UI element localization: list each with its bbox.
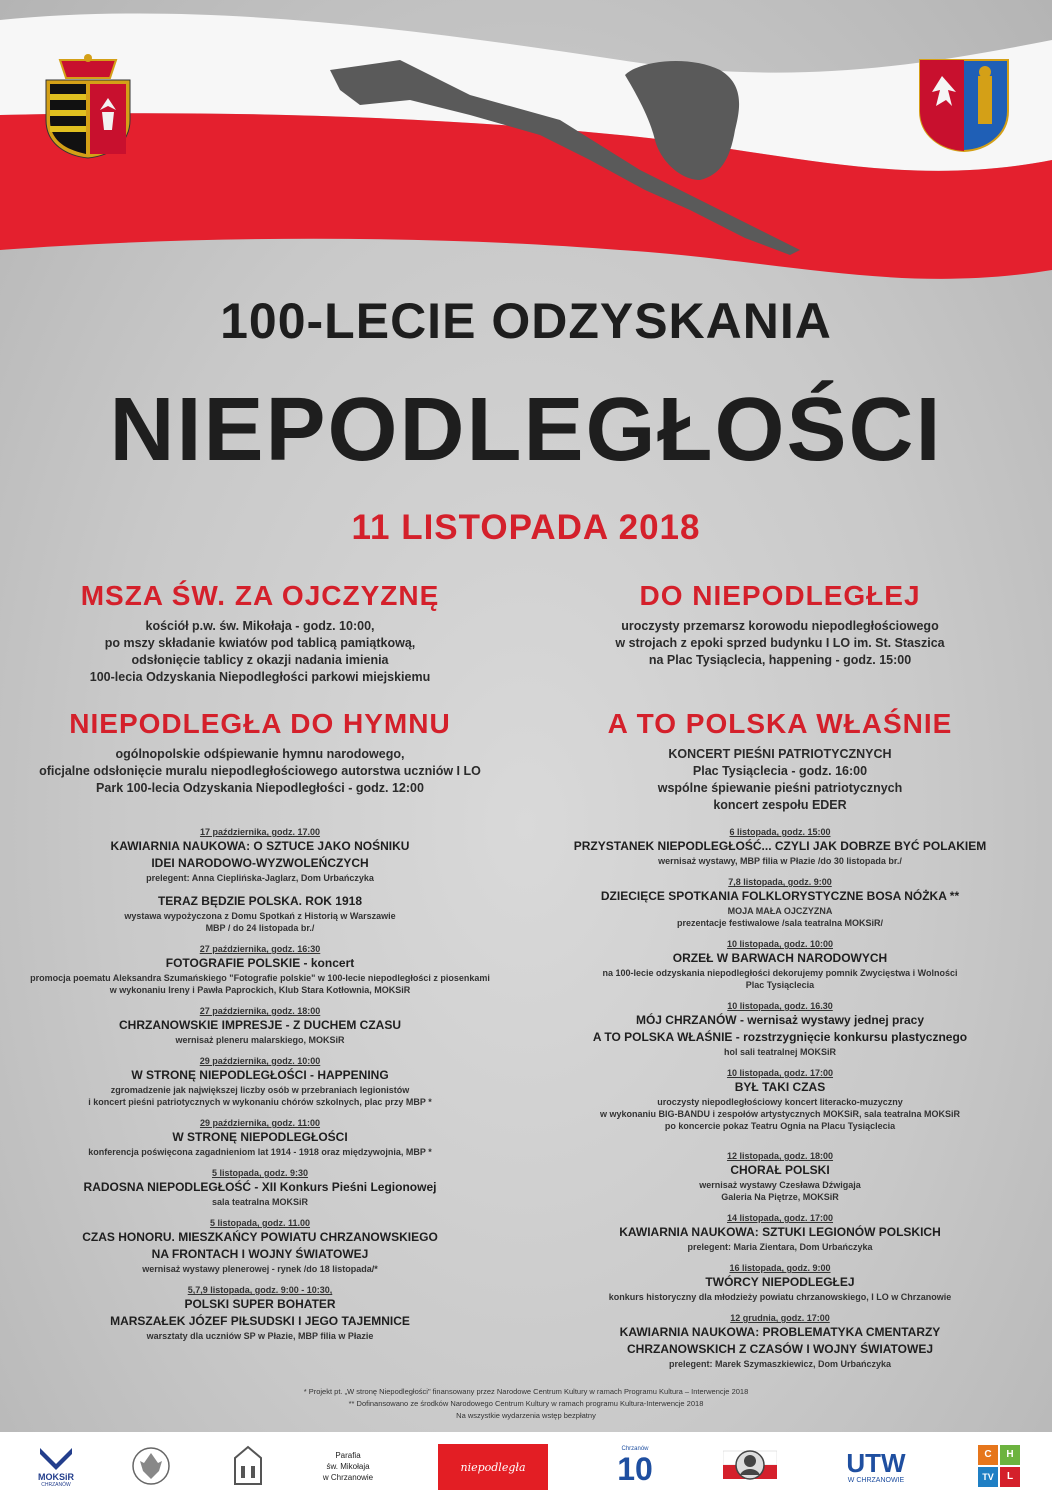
chrzanow-10-top: Chrzanów: [621, 1446, 649, 1452]
event-subtitle: uroczysty niepodległościowy koncert literacko-muzyczny: [657, 1097, 903, 1107]
portrait-flag-icon: [723, 1443, 777, 1489]
event-item: [10, 943, 510, 996]
event-item: [10, 826, 510, 884]
event-date-label: 27 października, godz. 18:00: [199, 1006, 321, 1016]
section-do-niepodleglej-line: w strojach z epoki sprzed budynku I LO im. St. Staszica: [615, 636, 945, 650]
event-date-label: 17 października, godz. 17.00: [199, 827, 321, 837]
event-item: [530, 826, 1030, 867]
event-title: RADOSNA NIEPODLEGŁOŚĆ - XII Konkurs Pieśni Legionowej: [83, 1180, 437, 1194]
event-title: ORZEŁ W BARWACH NARODOWYCH: [672, 951, 888, 965]
polish-flag-banner: [0, 0, 1052, 300]
section-msza-line: odsłonięcie tablicy z okazji nadania imienia: [131, 653, 389, 667]
event-item: [10, 1167, 510, 1208]
event-item: [530, 1067, 1030, 1132]
section-do-niepodleglej-line: uroczysty przemarsz korowodu niepodległościowego: [621, 619, 939, 633]
event-item: [10, 1284, 510, 1342]
moksir-logo-text: MOKSiR: [38, 1472, 74, 1482]
niepodlegla-logo-text: niepodległa: [460, 1460, 526, 1474]
event-item: [530, 938, 1030, 991]
events-left-column: [10, 826, 510, 1351]
event-subtitle: promocja poematu Aleksandra Szumańskiego "Fotografie polskie" w 100-lecie niepodległości z piosenkami: [30, 973, 490, 983]
event-title: FOTOGRAFIE POLSKIE - koncert: [165, 956, 355, 970]
event-subtitle: na 100-lecie odzyskania niepodległości dekorujemy pomnik Zwycięstwa i Wolności: [602, 968, 958, 978]
event-item: [10, 1217, 510, 1275]
parafia-line: Parafia: [335, 1450, 361, 1460]
event-subtitle: prelegent: Marek Szymaszkiewicz, Dom Urbańczyka: [668, 1359, 892, 1369]
event-title: TWÓRCY NIEPODLEGŁEJ: [705, 1275, 855, 1289]
event-date-label: 12 listopada, godz. 18:00: [726, 1151, 834, 1161]
event-date-label: 7,8 listopada, godz. 9:00: [728, 877, 832, 887]
section-msza-line: po mszy składanie kwiatów pod tablicą pamiątkową,: [104, 636, 416, 650]
event-subtitle: w wykonaniu BIG-BANDU i zespołów artystycznych MOKSiR, sala teatralna MOKSiR: [599, 1109, 961, 1119]
event-date-label: 16 listopada, godz. 9:00: [729, 1263, 831, 1273]
moksir-mark-icon: [38, 1444, 74, 1472]
event-title: A TO POLSKA WŁAŚNIE - rozstrzygnięcie konkursu plastycznego: [592, 1030, 968, 1044]
event-subtitle: Galeria Na Piętrze, MOKSiR: [721, 1192, 839, 1202]
section-polska-line: Plac Tysiąclecia - godz. 16:00: [692, 764, 868, 778]
event-date-label: 10 listopada, godz. 17:00: [726, 1068, 834, 1078]
events-right-column: [530, 826, 1030, 1379]
event-title: POLSKI SUPER BOHATER: [184, 1297, 336, 1311]
event-item: [10, 893, 510, 934]
section-polska: [560, 708, 1000, 814]
event-item: [530, 876, 1030, 929]
event-title: W STRONĘ NIEPODLEGŁOŚCI - HAPPENING: [131, 1068, 389, 1082]
footnote: ** Dofinansowano ze środków Narodowego Centrum Kultury w ramach programu Kultura-Interwencje 2018: [348, 1399, 704, 1408]
event-item: [530, 1312, 1030, 1370]
event-title: CHRZANOWSKICH Z CZASÓW I WOJNY ŚWIATOWEJ: [627, 1342, 933, 1356]
event-item: [10, 1005, 510, 1046]
chtvl-grid: [978, 1445, 1020, 1487]
event-date-label: 29 października, godz. 11:00: [199, 1118, 321, 1128]
niepodlegla-logo: [438, 1444, 548, 1490]
section-msza-line: kościół p.w. św. Mikołaja - godz. 10:00,: [145, 619, 375, 633]
event-subtitle: prelegent: Maria Zientara, Dom Urbańczyka: [687, 1242, 873, 1252]
event-subtitle: prezentacje festiwalowe /sala teatralna MOKSiR/: [676, 918, 884, 928]
event-subtitle: wernisaż wystawy, MBP filia w Płazie /do 30 listopada br./: [658, 856, 902, 866]
event-subtitle: prelegent: Anna Cieplińska-Jaglarz, Dom Urbańczyka: [146, 873, 374, 883]
event-subtitle: sala teatralna MOKSiR: [211, 1197, 309, 1207]
parafia-line: św. Mikołaja: [326, 1461, 370, 1471]
event-subtitle: Plac Tysiąclecia: [745, 980, 815, 990]
chtvl-cell: H: [1000, 1445, 1020, 1465]
utw-logo-text: UTW: [846, 1447, 906, 1478]
section-polska-line: wspólne śpiewanie pieśni patriotycznych: [657, 781, 903, 795]
section-hymn-line: oficjalne odsłonięcie muralu niepodległościowego autorstwa uczniów I LO: [39, 764, 481, 778]
chrzanow-10-logo: [606, 1440, 664, 1492]
event-title: KAWIARNIA NAUKOWA: SZTUKI LEGIONÓW POLSKICH: [619, 1225, 941, 1239]
event-subtitle: konkurs historyczny dla młodzieży powiatu chrzanowskiego, I LO w Chrzanowie: [608, 1292, 952, 1302]
section-hymn-line: ogólnopolskie odśpiewanie hymnu narodowego,: [115, 747, 405, 761]
event-title: NA FRONTACH I WOJNY ŚWIATOWEJ: [151, 1247, 369, 1261]
section-msza-heading: MSZA ŚW. ZA OJCZYZNĘ: [80, 580, 440, 611]
sponsor-logo-strip: [0, 1432, 1052, 1500]
event-item: [10, 1117, 510, 1158]
section-hymn-heading: NIEPODLEGŁA DO HYMNU: [69, 708, 451, 739]
event-date-label: 12 grudnia, godz. 17:00: [730, 1313, 830, 1323]
parafia-logo: [318, 1440, 378, 1492]
footnotes: [0, 1386, 1052, 1422]
footnote: * Projekt pt. „W stronę Niepodległości" finansowany przez Narodowe Centrum Kultury w ramach Programu Kultura – Interwencje 2018: [303, 1387, 749, 1396]
event-title: W STRONĘ NIEPODLEGŁOŚCI: [172, 1130, 348, 1144]
moksir-logo-subtext: CHRZANÓW: [41, 1482, 71, 1488]
event-item: [530, 1000, 1030, 1058]
event-date-label: 29 października, godz. 10:00: [199, 1056, 321, 1066]
chtvl-cell: L: [1000, 1467, 1020, 1487]
event-title: KAWIARNIA NAUKOWA: O SZTUCE JAKO NOŚNIKU: [110, 839, 410, 853]
chtvl-cell: TV: [978, 1467, 998, 1487]
event-item: [530, 1212, 1030, 1253]
event-date-label: 10 listopada, godz. 16.30: [727, 1001, 833, 1011]
event-subtitle: wernisaż wystawy Czesława Dźwigaja: [699, 1180, 861, 1190]
event-subtitle: po koncercie pokaz Teatru Ognia na Placu Tysiąclecia: [664, 1121, 896, 1131]
event-title: MÓJ CHRZANÓW - wernisaż wystawy jednej pracy: [635, 1013, 925, 1027]
event-title: CHRZANOWSKIE IMPRESJE - Z DUCHEM CZASU: [118, 1018, 401, 1032]
section-msza: [40, 580, 480, 686]
chtvl-cell: C: [978, 1445, 998, 1465]
event-subtitle: MOJA MAŁA OJCZYZNA: [727, 906, 833, 916]
section-do-niepodleglej: [560, 580, 1000, 669]
event-date: 11 LISTOPADA 2018: [351, 508, 701, 547]
event-date-label: 10 listopada, godz. 10:00: [726, 939, 834, 949]
event-subtitle: zgromadzenie jak największej liczby osób w przebraniach legionistów: [110, 1085, 410, 1095]
event-subtitle: wernisaż wystawy plenerowej - rynek /do 18 listopada/*: [142, 1264, 378, 1274]
event-subtitle: konferencja poświęcona zagadnieniom lat 1914 - 1918 oraz międzywojnia, MBP *: [88, 1147, 432, 1157]
section-hymn-line: Park 100-lecia Odzyskania Niepodległości - godz. 12:00: [96, 781, 424, 795]
event-title: MARSZAŁEK JÓZEF PIŁSUDSKI I JEGO TAJEMNICE: [110, 1314, 410, 1328]
event-date-label: 14 listopada, godz. 17:00: [726, 1213, 834, 1223]
event-date-label: 5 listopada, godz. 11.00: [209, 1218, 311, 1228]
section-polska-line: koncert zespołu EDER: [713, 798, 847, 812]
section-polska-heading: A TO POLSKA WŁAŚNIE: [607, 708, 953, 739]
house-logo: [228, 1440, 268, 1492]
event-date-label: 5,7,9 listopada, godz. 9:00 - 10:30,: [187, 1285, 333, 1295]
event-subtitle: MBP / do 24 listopada br./: [205, 923, 315, 933]
event-subtitle: warsztaty dla uczniów SP w Płazie, MBP filia w Płazie: [146, 1331, 374, 1341]
event-title: CZAS HONORU. MIESZKAŃCY POWIATU CHRZANOWSKIEGO: [82, 1230, 438, 1244]
event-item: [530, 1262, 1030, 1303]
section-do-niepodleglej-line: na Plac Tysiąclecia, happening - godz. 15:00: [648, 653, 912, 667]
event-title: PRZYSTANEK NIEPODLEGŁOŚĆ... CZYLI JAK DOBRZE BYĆ POLAKIEM: [573, 839, 987, 853]
event-title: TERAZ BĘDZIE POLSKA. ROK 1918: [157, 894, 363, 908]
eagle-crest-icon: [130, 1445, 172, 1487]
chtvl-logo: [976, 1440, 1022, 1492]
museum-crest-logo: [128, 1440, 174, 1492]
event-subtitle: wernisaż pleneru malarskiego, MOKSiR: [175, 1035, 345, 1045]
utw-logo-subtext: W CHRZANOWIE: [847, 1476, 905, 1484]
section-msza-line: 100-lecia Odzyskania Niepodległości parkowi miejskiemu: [89, 670, 431, 684]
section-hymn: [20, 708, 500, 797]
event-date-label: 27 października, godz. 16:30: [199, 944, 321, 954]
title-line2: NIEPODLEGŁOŚCI: [109, 380, 943, 480]
event-title: KAWIARNIA NAUKOWA: PROBLEMATYKA CMENTARZY: [619, 1325, 941, 1339]
event-subtitle: i koncert pieśni patriotycznych w wykonaniu chórów szkolnych, plac przy MBP *: [88, 1097, 432, 1107]
moksir-logo: [28, 1440, 84, 1492]
section-polska-line: KONCERT PIEŚNI PATRIOTYCZNYCH: [668, 747, 892, 761]
event-subtitle: w wykonaniu Ireny i Pawła Paprockich, Klub Stara Kotłownia, MOKSiR: [109, 985, 411, 995]
pilsudski-portrait-logo: [722, 1440, 778, 1492]
event-item: [10, 1055, 510, 1108]
utw-logo: [838, 1440, 914, 1492]
event-title: DZIECIĘCE SPOTKANIA FOLKLORYSTYCZNE BOSA NÓŻKA **: [600, 889, 960, 903]
event-subtitle: wystawa wypożyczona z Domu Spotkań z Historią w Warszawie: [124, 911, 396, 921]
title-line1: 100-LECIE ODZYSKANIA: [220, 293, 832, 349]
chrzanow-county-crest: [38, 50, 138, 160]
chrzanow-10-number: 10: [617, 1451, 653, 1487]
event-date-label: 6 listopada, godz. 15:00: [729, 827, 831, 837]
chrzanow-city-crest: [916, 56, 1012, 152]
event-item: [530, 1150, 1030, 1203]
parafia-line: w Chrzanowie: [322, 1472, 374, 1482]
event-title: BYŁ TAKI CZAS: [734, 1080, 826, 1094]
event-title: CHORAŁ POLSKI: [730, 1163, 830, 1177]
section-do-niepodleglej-heading: DO NIEPODLEGŁEJ: [639, 580, 921, 611]
event-subtitle: hol sali teatralnej MOKSiR: [723, 1047, 837, 1057]
event-title: IDEI NARODOWO-WYZWOLEŃCZYCH: [151, 856, 369, 870]
house-building-icon: [231, 1444, 265, 1488]
event-date-label: 5 listopada, godz. 9:30: [211, 1168, 309, 1178]
footnote: Na wszystkie wydarzenia wstęp bezpłatny: [456, 1411, 596, 1420]
